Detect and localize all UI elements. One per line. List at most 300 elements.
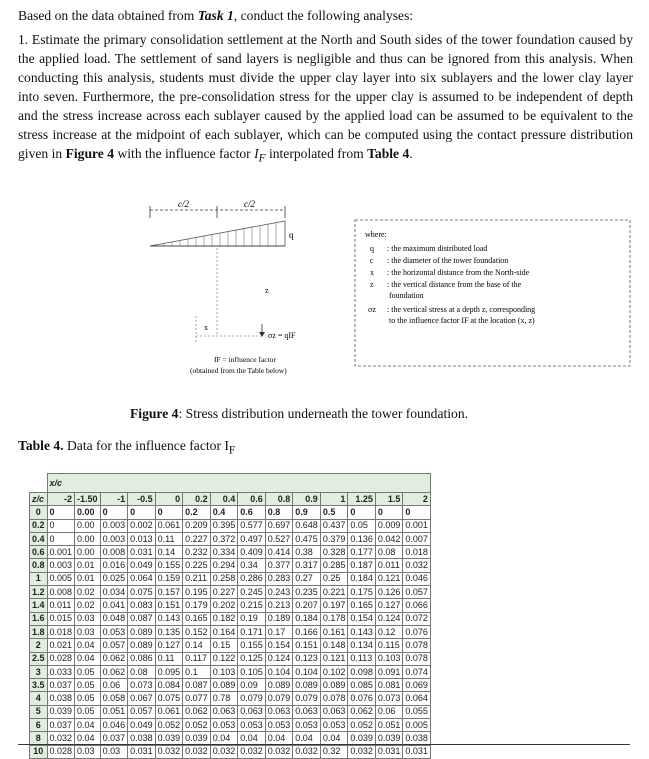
row-zc-value: 3.5 xyxy=(30,679,48,692)
legend-text-sigma: : the vertical stress at a depth z, corresponding xyxy=(387,305,536,314)
table-cell: 0.064 xyxy=(403,692,431,705)
row-zc-value: 2.5 xyxy=(30,652,48,665)
legend-sym-q: q xyxy=(370,244,374,253)
table-cell: 0.038 xyxy=(47,692,75,705)
table-cell: 0.075 xyxy=(128,586,156,599)
table-cell: 0.008 xyxy=(47,586,75,599)
table-cell: 0.178 xyxy=(320,612,348,625)
table-cell: 0.064 xyxy=(128,572,156,585)
table-cell: 0.04 xyxy=(75,639,101,652)
table-cell: 0.053 xyxy=(320,719,348,732)
table-cell: 0.437 xyxy=(320,519,348,532)
c2-right-label: c/2 xyxy=(244,199,255,209)
table-cell: 0.04 xyxy=(75,719,101,732)
x-label: x xyxy=(204,323,208,332)
table-cell: 0.184 xyxy=(293,612,321,625)
table-cell: 0.34 xyxy=(238,559,266,572)
table-cell: 0.151 xyxy=(293,639,321,652)
table-cell: 0.102 xyxy=(320,665,348,678)
table-cell: 0.285 xyxy=(320,559,348,572)
table-cell: 0.081 xyxy=(375,679,403,692)
table-cell: 0.037 xyxy=(100,732,128,745)
table-cell: 0.04 xyxy=(210,732,238,745)
table-cell: 0.334 xyxy=(210,546,238,559)
table-cell: 0.14 xyxy=(155,546,183,559)
legend-text-z: : the vertical distance from the base of the xyxy=(387,280,522,289)
table-cell: 0 xyxy=(47,519,75,532)
table-cell: 0.294 xyxy=(210,559,238,572)
legend-where: where: xyxy=(365,230,387,239)
table-cell: 0.5 xyxy=(320,506,348,519)
table-caption-text: Data for the influence factor I xyxy=(63,438,229,453)
table-cell: 0.063 xyxy=(238,705,266,718)
intro-after: , conduct the following analyses: xyxy=(233,8,414,23)
table-cell: 0.14 xyxy=(183,639,211,652)
table-cell: 0.221 xyxy=(320,586,348,599)
table-cell: 0.055 xyxy=(403,705,431,718)
row-zc-value: 1.4 xyxy=(30,599,48,612)
table-cell: 0.103 xyxy=(210,665,238,678)
if-note: IF = influence factor xyxy=(214,355,276,364)
table-cell: 0.051 xyxy=(100,705,128,718)
table-cell: 0.04 xyxy=(265,732,293,745)
table-cell: 0.235 xyxy=(293,586,321,599)
table-cell: 0.018 xyxy=(47,625,75,638)
table-cell: 0.008 xyxy=(100,546,128,559)
table-cell: 0.207 xyxy=(293,599,321,612)
table-cell: 0.32 xyxy=(320,745,348,758)
table-cell: 0.063 xyxy=(265,705,293,718)
row-zc-value: 2 xyxy=(30,639,48,652)
table-cell: 0.032 xyxy=(403,559,431,572)
table-cell: 0.177 xyxy=(348,546,376,559)
row-zc-value: 1 xyxy=(30,572,48,585)
table-cell: 0.115 xyxy=(375,639,403,652)
column-header: 0 xyxy=(155,493,183,506)
table-row xyxy=(30,506,431,519)
table-cell: 0.062 xyxy=(183,705,211,718)
row-zc-value: 0.4 xyxy=(30,532,48,545)
intro-line xyxy=(18,6,633,25)
table-cell: 0.098 xyxy=(348,665,376,678)
item-1-text-3: interpolated from xyxy=(265,146,368,161)
table-cell: 0.011 xyxy=(375,559,403,572)
table-cell: 0.184 xyxy=(348,572,376,585)
table-cell: 0.053 xyxy=(238,719,266,732)
table-cell: 0.03 xyxy=(75,745,101,758)
table-cell: 0.171 xyxy=(238,625,266,638)
c2-left-label: c/2 xyxy=(178,199,189,209)
table-cell: 0.38 xyxy=(293,546,321,559)
table-cell: 0.079 xyxy=(293,692,321,705)
figure-4-ref: Figure 4 xyxy=(65,146,115,161)
table-cell: 0.06 xyxy=(100,679,128,692)
table-cell: 0.078 xyxy=(403,652,431,665)
table-cell: 0.021 xyxy=(47,639,75,652)
dimension-lines xyxy=(150,206,285,218)
table-cell: 0.057 xyxy=(403,586,431,599)
table-4-ref: Table 4 xyxy=(367,146,410,161)
table-cell: 0 xyxy=(155,506,183,519)
table-cell: 0.028 xyxy=(47,652,75,665)
table-row xyxy=(30,692,431,705)
table-cell: 0.283 xyxy=(265,572,293,585)
table-cell: 0.074 xyxy=(403,665,431,678)
table-cell: 0.328 xyxy=(320,546,348,559)
table-cell: 0.089 xyxy=(210,679,238,692)
table-cell: 0.063 xyxy=(293,705,321,718)
table-cell: 0.143 xyxy=(348,625,376,638)
column-header: 1.25 xyxy=(348,493,376,506)
table-cell: 0.124 xyxy=(375,612,403,625)
row-zc-value: 1.6 xyxy=(30,612,48,625)
table-cell: 0.063 xyxy=(320,705,348,718)
table-cell: 0.143 xyxy=(155,612,183,625)
table-cell: 0.038 xyxy=(128,732,156,745)
table-cell: 0.04 xyxy=(75,732,101,745)
table-cell: 0.134 xyxy=(348,639,376,652)
column-header: 0.4 xyxy=(210,493,238,506)
table-cell: 0.8 xyxy=(265,506,293,519)
table-cell: 0.05 xyxy=(75,705,101,718)
table-cell: 0.037 xyxy=(47,679,75,692)
table-cell: 0.034 xyxy=(100,586,128,599)
table-header-row xyxy=(30,493,431,506)
bottom-rule xyxy=(18,744,630,745)
table-cell: 0.243 xyxy=(265,586,293,599)
table-cell: 0.052 xyxy=(348,719,376,732)
table-cell: 0.038 xyxy=(403,732,431,745)
table-cell: 0.083 xyxy=(128,599,156,612)
table-cell: 0.159 xyxy=(155,572,183,585)
table-cell: 0.03 xyxy=(75,625,101,638)
table-cell: 0.039 xyxy=(47,705,75,718)
if-note-2: (obtained from the Table below) xyxy=(190,366,287,375)
zc-label: z/c xyxy=(30,493,48,506)
table-cell: 0.031 xyxy=(375,745,403,758)
table-cell: 0.164 xyxy=(210,625,238,638)
influence-factor-table xyxy=(29,473,431,759)
table-cell: 0.02 xyxy=(75,599,101,612)
legend-sym-sigma: σz xyxy=(368,305,376,314)
table-cell: 0.6 xyxy=(238,506,266,519)
table-row xyxy=(30,745,431,758)
table-cell: 0.053 xyxy=(293,719,321,732)
row-zc-value: 0.8 xyxy=(30,559,48,572)
table-cell: 0 xyxy=(47,506,75,519)
table-cell: 0.78 xyxy=(210,692,238,705)
table-row xyxy=(30,665,431,678)
table-cell: 0.165 xyxy=(183,612,211,625)
table-cell: 0.04 xyxy=(320,732,348,745)
item-1-text: 1. Estimate the primary consolidation settlement at the North and South sides of the tower foundation caused by the applied load. The settlement of sand layers is negligible and thus can be ignored from this analysis. When conducting this analysis, students must divide the upper clay layer into six sublayers and the lower clay layer into seven. Furthermore, the pre-consolidation stress for the upper clay is assumed to be independent of depth and the stress increase across each sublayer caused by the applied load can be assumed to be equivalent to the stress increase at the midpoint of each sublayer, which can be computed using the contact pressure distribution given in xyxy=(18,32,633,161)
table-row xyxy=(30,679,431,692)
table-cell: 0.379 xyxy=(320,532,348,545)
table-cell: 0.013 xyxy=(128,532,156,545)
table-cell: 0.225 xyxy=(183,559,211,572)
table-cell: 0.032 xyxy=(155,745,183,758)
table-row xyxy=(30,572,431,585)
table-cell: 0.025 xyxy=(100,572,128,585)
table-cell: 0.085 xyxy=(348,679,376,692)
table-cell: 0.215 xyxy=(238,599,266,612)
table-cell: 0.213 xyxy=(265,599,293,612)
column-header: 0.2 xyxy=(183,493,211,506)
table-cell: 0.377 xyxy=(265,559,293,572)
table-cell: 0.052 xyxy=(183,719,211,732)
table-cell: 0.077 xyxy=(183,692,211,705)
table-cell: 0.25 xyxy=(320,572,348,585)
triangular-load xyxy=(150,221,285,246)
column-header: -0.5 xyxy=(128,493,156,506)
table-cell: 0.069 xyxy=(403,679,431,692)
table-cell: 0.03 xyxy=(100,745,128,758)
table-cell: 0.089 xyxy=(293,679,321,692)
table-cell: 0.577 xyxy=(238,519,266,532)
table-cell: 0.121 xyxy=(375,572,403,585)
column-header: 1 xyxy=(320,493,348,506)
table-cell: 0.066 xyxy=(403,599,431,612)
table-cell: 0.12 xyxy=(375,625,403,638)
table-cell: 0.00 xyxy=(75,506,101,519)
table-cell: 0.00 xyxy=(75,546,101,559)
table-cell: 0.087 xyxy=(183,679,211,692)
table-cell: 0.105 xyxy=(238,665,266,678)
table-cell: 0.078 xyxy=(320,692,348,705)
table-cell: 0.032 xyxy=(348,745,376,758)
table-cell: 0.048 xyxy=(100,612,128,625)
table-cell: 0.245 xyxy=(238,586,266,599)
stress-distribution-diagram xyxy=(0,196,649,426)
table-cell: 0.002 xyxy=(128,519,156,532)
table-cell: 0.317 xyxy=(293,559,321,572)
task-ref: Task 1 xyxy=(197,8,234,23)
table-cell: 0.031 xyxy=(128,745,156,758)
table-cell: 0.01 xyxy=(75,572,101,585)
table-cell: 0.032 xyxy=(47,732,75,745)
table-cell: 0.009 xyxy=(375,519,403,532)
table-cell: 0.086 xyxy=(128,652,156,665)
table-cell: 0.018 xyxy=(403,546,431,559)
table-cell: 0 xyxy=(47,532,75,545)
table-cell: 0.032 xyxy=(210,745,238,758)
legend-entries xyxy=(368,244,535,325)
table-cell: 0.135 xyxy=(155,625,183,638)
table-cell: 0.155 xyxy=(155,559,183,572)
table-cell: 0.258 xyxy=(210,572,238,585)
table-cell: 0.078 xyxy=(403,639,431,652)
table-cell: 0 xyxy=(128,506,156,519)
table-cell: 0.227 xyxy=(210,586,238,599)
table-cell: 0.095 xyxy=(155,665,183,678)
table-caption xyxy=(18,438,235,457)
table-cell: 0.039 xyxy=(348,732,376,745)
table-cell: 0.19 xyxy=(238,612,266,625)
intro-before: Based on the data obtained from xyxy=(18,8,198,23)
table-cell: 0.182 xyxy=(210,612,238,625)
table-cell: 0.049 xyxy=(128,559,156,572)
table-cell: 0.166 xyxy=(293,625,321,638)
column-header: 2 xyxy=(403,493,431,506)
table-cell: 0.648 xyxy=(293,519,321,532)
legend-text-z-cont: foundation xyxy=(389,291,424,300)
table-cell: 0.016 xyxy=(100,559,128,572)
table-cell: 0.053 xyxy=(100,625,128,638)
table-cell: 0.089 xyxy=(128,639,156,652)
table-cell: 0.04 xyxy=(293,732,321,745)
table-cell: 0.073 xyxy=(375,692,403,705)
table-cell: 0.127 xyxy=(375,599,403,612)
table-cell: 0.125 xyxy=(238,652,266,665)
table-cell: 0.003 xyxy=(100,519,128,532)
table-cell: 0.209 xyxy=(183,519,211,532)
table-row xyxy=(30,532,431,545)
row-zc-value: 6 xyxy=(30,719,48,732)
table-cell: 0.04 xyxy=(238,732,266,745)
table-cell: 0.075 xyxy=(155,692,183,705)
table-cell: 0.063 xyxy=(210,705,238,718)
table-cell: 0.05 xyxy=(75,665,101,678)
table-row xyxy=(30,519,431,532)
row-zc-value: 0.2 xyxy=(30,519,48,532)
table-cell: 0.057 xyxy=(128,705,156,718)
table-row xyxy=(30,599,431,612)
table-cell: 0.00 xyxy=(75,532,101,545)
table-cell: 0.4 xyxy=(210,506,238,519)
table-cell: 0.05 xyxy=(75,679,101,692)
column-header: 0.9 xyxy=(293,493,321,506)
table-cell: 0.197 xyxy=(320,599,348,612)
table-cell: 0.27 xyxy=(293,572,321,585)
if-subscript: F xyxy=(258,152,266,165)
table-row xyxy=(30,652,431,665)
table-cell: 0.001 xyxy=(47,546,75,559)
sigma-equation: σz = qIF xyxy=(268,331,296,340)
row-zc-value: 5 xyxy=(30,705,48,718)
table-cell: 0.02 xyxy=(75,586,101,599)
legend-text-sigma-cont: to the influence factor IF at the location (x, z) xyxy=(389,316,535,325)
table-cell: 0.2 xyxy=(183,506,211,519)
table-cell: 0.079 xyxy=(238,692,266,705)
table-cell: 0.031 xyxy=(403,745,431,758)
table-cell: 0.053 xyxy=(210,719,238,732)
table-cell: 0.039 xyxy=(375,732,403,745)
table-cell: 0.06 xyxy=(375,705,403,718)
table-cell: 0.01 xyxy=(75,559,101,572)
table-cell: 0.154 xyxy=(265,639,293,652)
table-cell: 0.124 xyxy=(265,652,293,665)
table-cell: 0.113 xyxy=(348,652,376,665)
table-cell: 0.052 xyxy=(155,719,183,732)
table-cell: 0.161 xyxy=(320,625,348,638)
table-cell: 0.053 xyxy=(265,719,293,732)
if-variable: I xyxy=(254,146,259,161)
table-cell: 0.697 xyxy=(265,519,293,532)
table-cell: 0.157 xyxy=(155,586,183,599)
figure-caption-text: : Stress distribution underneath the tower foundation. xyxy=(178,406,469,421)
stress-arrow xyxy=(259,324,265,337)
table-cell: 0.175 xyxy=(348,586,376,599)
table-cell: 0.08 xyxy=(128,665,156,678)
table-cell: 0.11 xyxy=(155,532,183,545)
table-cell: 0.165 xyxy=(348,599,376,612)
table-cell: 0.011 xyxy=(47,599,75,612)
table-cell: 0.372 xyxy=(210,532,238,545)
column-header: 0.6 xyxy=(238,493,266,506)
legend-text-q: : the maximum distributed load xyxy=(387,244,488,253)
table-cell: 0.076 xyxy=(348,692,376,705)
table-cell: 0.037 xyxy=(47,719,75,732)
table-cell: 0.179 xyxy=(183,599,211,612)
table-row xyxy=(30,612,431,625)
table-row xyxy=(30,625,431,638)
legend-text-x: : the horizontal distance from the North-side xyxy=(387,268,530,277)
table-cell: 0.227 xyxy=(183,532,211,545)
column-header: -1.50 xyxy=(75,493,101,506)
table-cell: 0.067 xyxy=(128,692,156,705)
table-cell: 0.062 xyxy=(100,652,128,665)
table-cell: 0.08 xyxy=(375,546,403,559)
table-cell: 0.032 xyxy=(265,745,293,758)
table-cell: 0.123 xyxy=(293,652,321,665)
column-header: -2 xyxy=(47,493,75,506)
item-1-paragraph xyxy=(18,30,633,169)
table-cell: 0.202 xyxy=(210,599,238,612)
figure-caption xyxy=(130,406,468,422)
table-cell: 0.189 xyxy=(265,612,293,625)
table-cell: 0.232 xyxy=(183,546,211,559)
table-cell: 0.211 xyxy=(183,572,211,585)
row-zc-value: 0.6 xyxy=(30,546,48,559)
table-cell: 0.05 xyxy=(75,692,101,705)
item-1-text-end: . xyxy=(409,146,413,161)
table-cell: 0.001 xyxy=(403,519,431,532)
table-cell: 0.103 xyxy=(375,652,403,665)
row-zc-value: 8 xyxy=(30,732,48,745)
table-cell: 0 xyxy=(348,506,376,519)
table-cell: 0.155 xyxy=(238,639,266,652)
table-row xyxy=(30,546,431,559)
table-cell: 0.042 xyxy=(375,532,403,545)
table-cell: 0.187 xyxy=(348,559,376,572)
table-cell: 0.17 xyxy=(265,625,293,638)
table-cell: 0.084 xyxy=(155,679,183,692)
table-cell: 0.154 xyxy=(348,612,376,625)
table-cell: 0.15 xyxy=(210,639,238,652)
table-cell: 0.00 xyxy=(75,519,101,532)
table-cell: 0.005 xyxy=(47,572,75,585)
table-cell: 0.03 xyxy=(75,612,101,625)
table-cell: 0.286 xyxy=(238,572,266,585)
table-cell: 0.041 xyxy=(100,599,128,612)
table-cell: 0.04 xyxy=(75,652,101,665)
table-cell: 0.091 xyxy=(375,665,403,678)
row-zc-value: 1.2 xyxy=(30,586,48,599)
xc-label: x/c xyxy=(47,474,430,493)
table-cell: 0.003 xyxy=(47,559,75,572)
table-cell: 0.127 xyxy=(155,639,183,652)
legend-sym-x: x xyxy=(370,268,374,277)
row-zc-value: 10 xyxy=(30,745,48,758)
table-cell: 0.126 xyxy=(375,586,403,599)
table-cell: 0.046 xyxy=(100,719,128,732)
table-cell: 0.1 xyxy=(183,665,211,678)
table-cell: 0.049 xyxy=(128,719,156,732)
table-cell: 0.395 xyxy=(210,519,238,532)
table-cell: 0.032 xyxy=(293,745,321,758)
table-row xyxy=(30,705,431,718)
row-zc-value: 0 xyxy=(30,506,48,519)
